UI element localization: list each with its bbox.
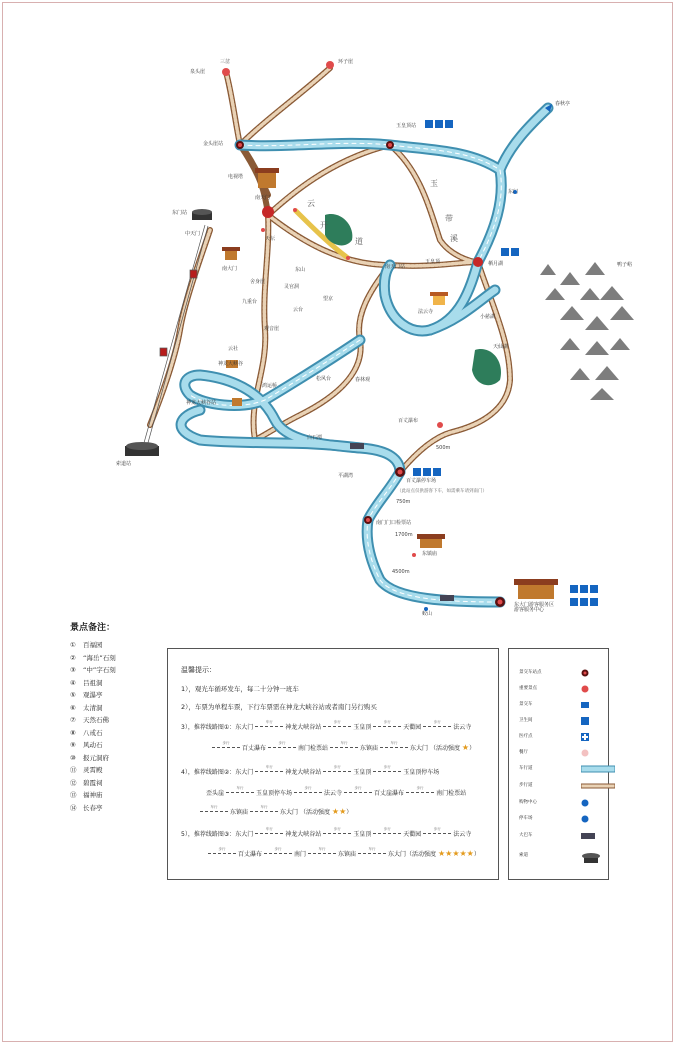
route-stop: 神龙大峡谷站: [285, 831, 322, 838]
map-label: 玉: [430, 179, 438, 188]
road-icon: [581, 765, 615, 775]
map-label: 神龙大峡谷站: [186, 400, 217, 406]
map-label: 百丈瀑停车场: [406, 478, 437, 484]
route-stop: 东大门: [280, 809, 299, 816]
map-label: 电视塔: [228, 174, 244, 180]
legend-text: 吕祖洞: [83, 678, 103, 687]
map-label: 东镇庙: [422, 551, 438, 557]
map-label: 云社: [228, 346, 239, 352]
map-label: 栖月湖: [488, 261, 504, 267]
legend-number: ⑫: [70, 778, 77, 787]
distance-label: 4500m: [392, 569, 410, 575]
map-label: 白石潭: [307, 435, 323, 441]
legend-number: ⑭: [70, 803, 77, 812]
map-label: 索道站: [116, 461, 132, 467]
key-label: 重要景点: [519, 686, 537, 691]
map-label: 望京: [323, 296, 334, 302]
map-label: 松风台: [316, 376, 332, 382]
route-2: [181, 767, 439, 776]
key-label: 购物中心: [519, 800, 537, 805]
key-label: 餐厅: [519, 750, 528, 755]
legend-text: 观瀑亭: [83, 691, 103, 699]
arrow-label: 步行: [383, 765, 391, 769]
legend-item: [70, 702, 170, 715]
map-label: （此站点仅供游客下车，如需乘车请到南门）: [397, 489, 487, 494]
route-stop: 5），推荐线路图③：东大门: [181, 831, 254, 838]
key-label: 大巴车: [519, 833, 533, 838]
map-label: 溪: [450, 234, 458, 243]
legend-text: “海岳”石刻: [83, 653, 116, 662]
arrow-label: 车行: [260, 805, 268, 809]
arrow-label: 车行: [236, 786, 244, 790]
route-stop: 法云寺: [453, 724, 472, 731]
map-label: 云台: [293, 307, 304, 313]
route-stop: （活动强度: [299, 809, 330, 816]
tip-line: 2），车票为单程车票，下行车票需在神龙大峡谷站或者南门另行购买: [181, 703, 377, 711]
legend-item: [70, 727, 170, 740]
arrow-label: 步行: [354, 786, 362, 790]
legend-item: [70, 652, 170, 665]
route-stop: ）: [473, 851, 480, 858]
key-row: [519, 669, 542, 675]
legend-number: ⑤: [70, 691, 76, 699]
route-stop: 神龙大峡谷站: [285, 769, 322, 776]
route-1: [181, 722, 471, 731]
parking-icon: [581, 815, 589, 825]
medical-icon: [581, 733, 589, 743]
legend-item: [70, 739, 170, 752]
distance-label: 750m: [396, 499, 411, 505]
key-row: [519, 765, 533, 771]
legend-number: ⑧: [70, 728, 76, 737]
legend-text: 长春亭: [83, 803, 103, 812]
legend-text: 风动石: [83, 741, 103, 749]
arrow-label: 车行: [318, 847, 326, 851]
key-label: 停车场: [519, 816, 533, 821]
map-label: 蛟山: [422, 611, 433, 617]
route-3: [181, 829, 471, 838]
map-label: 鸿运桥: [262, 383, 278, 389]
mountain-range-icon: [540, 262, 634, 400]
route-1-cont: [210, 743, 475, 752]
tips-panel: [167, 648, 499, 880]
legend-number: ⑪: [70, 766, 77, 774]
legend-item: [70, 677, 170, 690]
route-stop: 神龙大峡谷站: [285, 724, 322, 731]
map-label: 环子崖: [338, 59, 354, 65]
legend-title: 景点备注：: [70, 623, 116, 633]
legend-item: [70, 752, 170, 765]
route-stop: 玉皇顶停车场: [403, 769, 440, 776]
scenic-spot-icon: [581, 685, 589, 695]
arrow-label: 步行: [416, 786, 424, 790]
cableway-icon: [581, 852, 601, 866]
route-3-cont: [206, 849, 480, 858]
map-label: 云: [307, 199, 315, 208]
arrow-label: 车行: [210, 805, 218, 809]
legend-text: 福神庙: [83, 791, 103, 799]
legend-number: ②: [70, 653, 76, 662]
legend-number: ③: [70, 666, 76, 674]
attraction-legend: [70, 620, 170, 814]
map-label: 灵官洞: [284, 284, 300, 290]
key-label: 医疗点: [519, 734, 533, 739]
legend-number: ⑦: [70, 716, 76, 724]
legend-text: 灵霄殿: [83, 766, 103, 774]
legend-list: [70, 639, 170, 814]
trail-network: [150, 68, 510, 520]
legend-text: “中”字石刻: [83, 666, 116, 674]
arrow-label: 步行: [433, 720, 441, 724]
arrow-label: 步行: [278, 741, 286, 745]
map-label: 泉头崖: [190, 69, 206, 75]
arrow-label: 车行: [265, 720, 273, 724]
route-stop: ）: [346, 809, 353, 816]
map-label: 鸭子峪: [617, 262, 633, 268]
route-stop: 玉皇顶: [353, 769, 372, 776]
legend-item: [70, 764, 170, 777]
route-2-end: [198, 807, 352, 816]
route-stop: 玉皇顶: [353, 724, 372, 731]
key-label: 景交车站点: [519, 670, 542, 675]
trail-icon: [581, 782, 615, 792]
legend-text: 报元洞府: [83, 753, 109, 762]
key-row: [519, 701, 533, 707]
tip-line: 1），观光车循环发车，每二十分钟一班车: [181, 685, 299, 693]
star-icon: ★★: [331, 807, 347, 816]
map-label: 玉皇顶站: [396, 123, 417, 129]
route-stop: 百丈瀑布: [242, 745, 267, 752]
arrow-label: 步行: [333, 720, 341, 724]
legend-number: ⑬: [70, 791, 77, 799]
map-label: 春秋亭: [555, 101, 571, 107]
distance-label: 1700m: [395, 532, 413, 538]
arrow-label: 步行: [333, 765, 341, 769]
legend-number: ⑥: [70, 703, 76, 712]
route-stop: 东镇庙: [230, 809, 249, 816]
route-stop: 法云寺: [324, 790, 343, 797]
map-label: 平湖湾: [338, 473, 354, 479]
key-label: 景交车: [519, 702, 533, 707]
map-label: 金头崖站: [203, 141, 224, 147]
map-label: 天仙湖: [493, 344, 509, 350]
shuttle-icon: [581, 701, 589, 711]
arrow-label: 步行: [333, 827, 341, 831]
bus-stop-icon: [581, 669, 589, 679]
arrow-label: 步行: [222, 741, 230, 745]
legend-text: 天然石佛: [83, 716, 109, 724]
arrow-label: 车行: [265, 765, 273, 769]
legend-number: ⑩: [70, 753, 76, 762]
arrow-label: 车行: [340, 741, 348, 745]
map-label: 道: [355, 237, 363, 246]
route-stop: 南门: [294, 851, 307, 858]
key-row: [519, 749, 528, 755]
bus-icon: [581, 832, 595, 842]
map-label: 小慈湖: [480, 314, 496, 320]
route-stop: 东大门 （活动强度: [410, 745, 460, 752]
legend-item: [70, 689, 170, 702]
map-label: 南天门站: [385, 264, 406, 270]
map-label: 九重台: [242, 299, 258, 305]
route-stop: 天衢园: [403, 831, 422, 838]
legend-text: 八戒石: [83, 728, 103, 737]
map-label: 三岔: [220, 59, 231, 65]
map-label: 东大门游客服务区 游客服务中心: [514, 602, 555, 613]
arrow-label: 步行: [383, 827, 391, 831]
route-stop: 南门检票站: [298, 745, 329, 752]
arrow-label: 车行: [368, 847, 376, 851]
arrow-label: 车行: [265, 827, 273, 831]
key-row: [519, 685, 537, 691]
map-label: 东山: [295, 267, 306, 273]
legend-text: 百福园: [83, 641, 103, 649]
route-stop: 百丈瀑布: [238, 851, 263, 858]
map-label: 百丈瀑布: [398, 418, 419, 424]
tips-title: 温馨提示：: [181, 666, 216, 674]
arrow-label: 步行: [304, 786, 312, 790]
route-stop: 东大门（活动强度: [388, 851, 437, 858]
service-icons: [350, 101, 598, 606]
route-stop: 3），推荐线路图①：东大门: [181, 724, 254, 731]
key-row: [519, 852, 528, 858]
map-label: 舍身崖: [250, 279, 266, 285]
route-stop: 百丈崖瀑布: [374, 790, 405, 797]
key-row: [519, 832, 533, 838]
map-label: 东门站: [172, 210, 188, 216]
star-icon: ★★★★★: [437, 849, 474, 858]
legend-item: [70, 714, 170, 727]
key-label: 索道: [519, 853, 528, 858]
legend-number: ①: [70, 641, 76, 649]
arrow-label: 车行: [390, 741, 398, 745]
map-label: 玉皇顶: [425, 259, 441, 265]
legend-item: [70, 639, 170, 652]
map-key: [508, 648, 609, 880]
arrow-label: 步行: [274, 847, 282, 851]
map-label: 法云寺: [418, 309, 434, 315]
map-label: 神龙大峡谷: [218, 361, 244, 367]
legend-text: 碧霞祠: [83, 778, 103, 787]
key-row: [519, 733, 533, 739]
restaurant-icon: [581, 749, 589, 759]
key-row: [519, 799, 537, 805]
route-stop: 4），推荐线路图②：东大门: [181, 769, 254, 776]
legend-number: ⑨: [70, 741, 76, 749]
route-stop: 歪头崖: [206, 790, 225, 797]
map-label: 中天门: [185, 231, 201, 237]
key-row: [519, 815, 533, 821]
route-2-cont: [206, 788, 466, 797]
arrow-label: 步行: [218, 847, 226, 851]
legend-item: [70, 664, 170, 677]
map-label: 南大门: [222, 266, 238, 272]
arrow-label: 步行: [433, 827, 441, 831]
map-label: 天坛: [265, 236, 276, 242]
route-stop: 天衢园: [403, 724, 422, 731]
route-stop: 玉皇顶: [353, 831, 372, 838]
route-stop: 法云寺: [453, 831, 472, 838]
distance-label: 500m: [436, 445, 451, 451]
key-label: 卫生间: [519, 718, 533, 723]
legend-number: ④: [70, 678, 76, 687]
legend-item: [70, 789, 170, 802]
route-stop: 东镇庙: [360, 745, 379, 752]
route-stop: 玉皇顶停车场: [256, 790, 293, 797]
map-label: 南天门: [255, 195, 271, 201]
legend-item: [70, 777, 170, 790]
map-label: 东门: [508, 189, 519, 195]
arrow-label: 步行: [383, 720, 391, 724]
map-label: 观音崖: [264, 326, 280, 332]
map-label: 带: [445, 214, 453, 223]
key-label: 步行道: [519, 783, 533, 788]
map-label: 南门门口检票站: [376, 520, 412, 526]
route-stop: ）: [469, 745, 476, 752]
key-row: [519, 782, 533, 788]
map-label: 春林观: [355, 377, 371, 383]
route-stop: 东镇庙: [338, 851, 357, 858]
key-label: 车行道: [519, 766, 533, 771]
legend-text: 太清洞: [83, 703, 103, 712]
star-icon: ★: [461, 743, 470, 752]
shopping-icon: [581, 799, 589, 809]
key-row: [519, 717, 533, 723]
route-stop: 南门检票站: [436, 790, 467, 797]
legend-item: [70, 802, 170, 815]
toilet-icon: [581, 717, 589, 727]
map-label: 开: [320, 221, 328, 230]
